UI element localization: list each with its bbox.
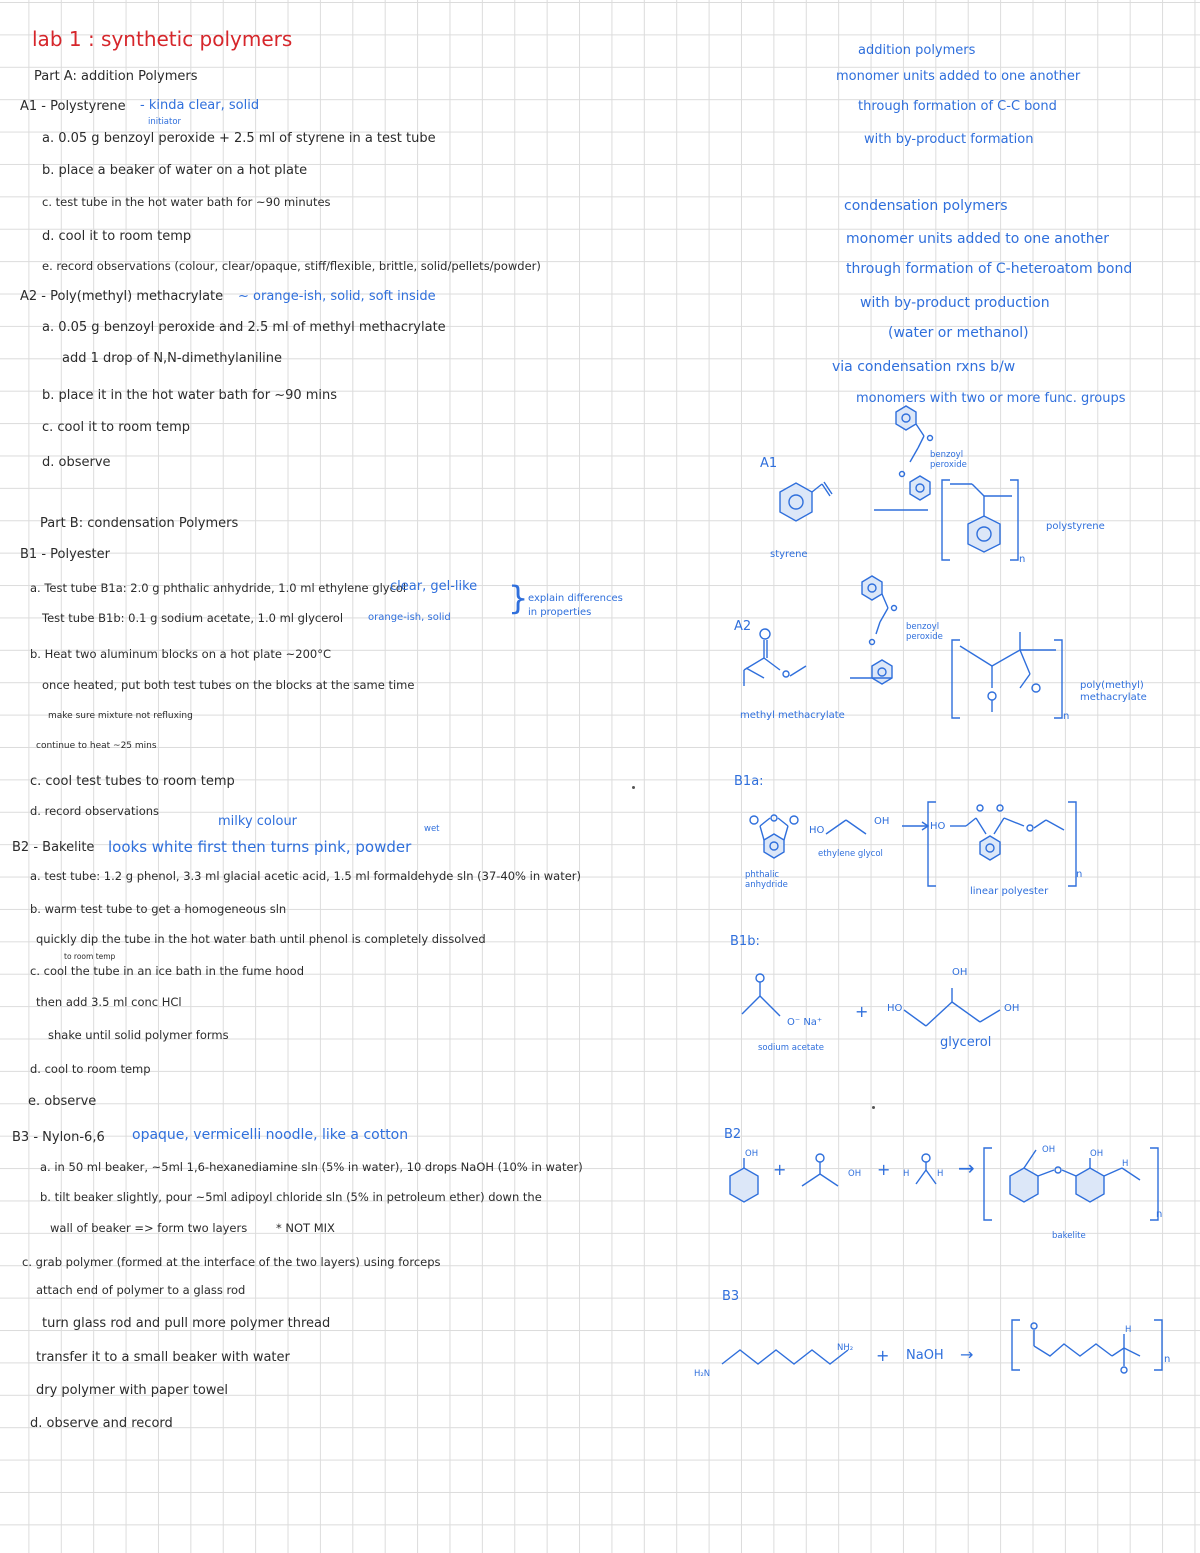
a2-step-d: d. observe (42, 455, 111, 470)
phthalic-label: phthalic anhydride (745, 870, 788, 891)
b2-step-d: d. cool to room temp (30, 1062, 151, 1076)
nh2-label: NH₂ (837, 1343, 854, 1353)
reaction-arrow-2: → (960, 1345, 974, 1364)
condensation-def-6: via condensation rxns b/w (832, 359, 1016, 375)
b1-step-a: a. Test tube B1a: 2.0 g phthalic anhydride, 1.0 ml ethylene glycol (30, 581, 407, 595)
addition-def-3: through formation of C-C bond (858, 99, 1057, 114)
a1-step-b: b. place a beaker of water on a hot plate (42, 163, 308, 178)
oh-label-5: OH (848, 1169, 862, 1179)
n-subscript-4: n (1156, 1209, 1163, 1220)
b3-step-b: b. tilt beaker slightly, pour ~5ml adipoyl chloride sln (5% in petroleum ether) down the (40, 1190, 542, 1204)
pmma-label: poly(methyl) methacrylate (1080, 680, 1147, 703)
stray-dot-2 (872, 1106, 875, 1109)
b2-step-c-sub1: then add 3.5 ml conc HCl (36, 995, 182, 1009)
b2-milky: milky colour (218, 814, 298, 829)
addition-def-2: monomer units added to one another (836, 69, 1081, 84)
naoh-label: NaOH (906, 1348, 944, 1363)
linear-polyester-label: linear polyester (970, 886, 1049, 897)
b2-structures (720, 1140, 1170, 1230)
b2-step-a: a. test tube: 1.2 g phenol, 3.3 ml glacial acetic acid, 1.5 ml formaldehyde sln (37-40% in water) (30, 869, 582, 883)
b2-step-b-sub: quickly dip the tube in the hot water bath until phenol is completely dissolved (36, 932, 486, 946)
b3-step-c-sub3: transfer it to a small beaker with water (36, 1350, 290, 1365)
ho-label-2: HO (930, 821, 946, 832)
h-label-2: H (937, 1169, 944, 1179)
condensation-def-7: monomers with two or more func. groups (856, 391, 1126, 406)
a1-label: A1 (760, 456, 778, 471)
b2-annotation: to room temp (64, 952, 116, 961)
oh-label-4: OH (745, 1149, 759, 1159)
b1b-structures (730, 960, 1030, 1040)
b3-step-c-sub1: attach end of polymer to a glass rod (36, 1283, 246, 1297)
addition-def-4: with by-product formation (864, 132, 1034, 147)
b2-label: B2 (724, 1127, 742, 1142)
b3-step-c-sub2: turn glass rod and pull more polymer thread (42, 1316, 331, 1331)
mma-label: methyl methacrylate (740, 710, 845, 721)
a2-observation: ~ orange-ish, solid, soft inside (238, 289, 436, 304)
n-subscript-3: n (1076, 869, 1083, 880)
eg-label: ethylene glycol (818, 849, 883, 859)
a1-observation: - kinda clear, solid (140, 98, 260, 113)
b2-step-e: e. observe (28, 1094, 97, 1109)
a1-annotation: initiator (148, 117, 182, 127)
b2-step-c: c. cool the tube in an ice bath in the fume hood (30, 964, 305, 978)
b1-step-b-sub3: continue to heat ~25 mins (36, 741, 157, 751)
b3-step-c: c. grab polymer (formed at the interface of the two layers) using forceps (22, 1255, 441, 1269)
b3-label: B3 (722, 1289, 740, 1304)
condensation-def-3: through formation of C-heteroatom bond (846, 261, 1133, 277)
benzoyl-label-1: benzoyl peroxide (930, 450, 967, 471)
b1-step-a-observation: clear, gel-like (390, 579, 478, 594)
oh-label-7: OH (1090, 1149, 1104, 1159)
a1-step-a: a. 0.05 g benzoyl peroxide + 2.5 ml of styrene in a test tube (42, 131, 436, 146)
condensation-def-2: monomer units added to one another (846, 231, 1110, 247)
oh-label-6: OH (1042, 1145, 1056, 1155)
a2-heading: A2 - Poly(methyl) methacrylate (20, 289, 224, 304)
b1a-structures (730, 790, 1090, 900)
b3-step-a: a. in 50 ml beaker, ~5ml 1,6-hexanediamine sln (5% in water), 10 drops NaOH (10% in water) (40, 1160, 583, 1174)
b3-step-b-sub: wall of beaker => form two layers (50, 1221, 248, 1235)
b2-heading: B2 - Bakelite (12, 840, 95, 855)
reaction-arrow-1: → (958, 1156, 975, 1180)
b1b-label: B1b: (730, 934, 760, 949)
ho-label-1: HO (809, 825, 825, 836)
b2-step-b: b. warm test tube to get a homogeneous sln (30, 902, 287, 916)
b2-observation: looks white first then turns pink, powder (108, 838, 412, 856)
stray-dot-1 (632, 786, 635, 789)
a1-step-c: c. test tube in the hot water bath for ~90 minutes (42, 195, 331, 209)
part-a-heading: Part A: addition Polymers (34, 69, 198, 84)
condensation-def-4: with by-product production (860, 295, 1050, 311)
plus-1: + (855, 1002, 869, 1021)
b1-step-b0: Test tube B1b: 0.1 g sodium acetate, 1.0 ml glycerol (42, 611, 344, 625)
b1-step-b: b. Heat two aluminum blocks on a hot plate ~200°C (30, 647, 331, 661)
b3-step-b-note: * NOT MIX (276, 1221, 335, 1235)
oh-label-1: OH (874, 816, 890, 827)
b1-heading: B1 - Polyester (20, 547, 110, 562)
plus-2: + (773, 1160, 787, 1179)
b1-brace: } (508, 579, 529, 617)
part-b-heading: Part B: condensation Polymers (40, 516, 239, 531)
benzoyl-label-2: benzoyl peroxide (906, 622, 943, 643)
bakelite-label: bakelite (1052, 1231, 1086, 1241)
b1-step-d: d. record observations (30, 804, 160, 818)
b3-step-d: d. observe and record (30, 1416, 173, 1431)
styrene-label: styrene (770, 549, 808, 560)
condensation-def-5: (water or methanol) (888, 325, 1029, 341)
b1-step-b-sub2: make sure mixture not refluxing (48, 711, 193, 721)
b3-observation: opaque, vermicelli noodle, like a cotton (132, 1127, 409, 1143)
addition-def-1: addition polymers (858, 43, 976, 58)
b1-explain: explain differences in properties (528, 593, 623, 618)
a2-step-c: c. cool it to room temp (42, 420, 191, 435)
a2-label: A2 (734, 619, 752, 634)
b1-step-c: c. cool test tubes to room temp (30, 774, 235, 789)
b3-structures (700, 1310, 1170, 1390)
a1-step-d: d. cool it to room temp (42, 229, 192, 244)
b1-step-b-sub1: once heated, put both test tubes on the blocks at the same time (42, 678, 415, 692)
condensation-def-1: condensation polymers (844, 198, 1008, 214)
sodium-acetate-ion: O⁻ Na⁺ (787, 1017, 823, 1028)
oh-label-3: OH (1004, 1003, 1020, 1014)
b1a-label: B1a: (734, 774, 764, 789)
h-label-4: H (1125, 1325, 1132, 1335)
n-subscript-5: n (1164, 1354, 1171, 1365)
a1-structures (750, 400, 1070, 580)
page-title: lab 1 : synthetic polymers (32, 27, 293, 51)
glycerol-label: glycerol (940, 1035, 992, 1050)
b3-step-c-sub4: dry polymer with paper towel (36, 1383, 229, 1398)
a2-structures (730, 570, 1090, 730)
h-label-1: H (903, 1169, 910, 1179)
oh-label-2: OH (952, 967, 968, 978)
a2-step-b: b. place it in the hot water bath for ~90 mins (42, 388, 338, 403)
a1-step-e: e. record observations (colour, clear/opaque, stiff/flexible, brittle, solid/pellets/powder) (42, 259, 541, 273)
h2n-label: H₂N (694, 1369, 711, 1379)
n-subscript-1: n (1019, 554, 1026, 565)
b2-wet: wet (424, 824, 440, 834)
a2-step-a: a. 0.05 g benzoyl peroxide and 2.5 ml of methyl methacrylate (42, 320, 446, 335)
plus-4: + (876, 1346, 890, 1365)
plus-3: + (877, 1160, 891, 1179)
b3-heading: B3 - Nylon-6,6 (12, 1130, 105, 1145)
sodium-acetate-label: sodium acetate (758, 1043, 824, 1053)
h-label-3: H (1122, 1159, 1129, 1169)
b1-step-b0-observation: orange-ish, solid (368, 612, 451, 623)
b2-step-c-sub2: shake until solid polymer forms (48, 1028, 229, 1042)
ho-label-3: HO (887, 1003, 903, 1014)
a2-step-a-sub: add 1 drop of N,N-dimethylaniline (62, 351, 283, 366)
polystyrene-label: polystyrene (1046, 521, 1105, 532)
n-subscript-2: n (1063, 711, 1070, 722)
a1-heading: A1 - Polystyrene (20, 99, 126, 114)
